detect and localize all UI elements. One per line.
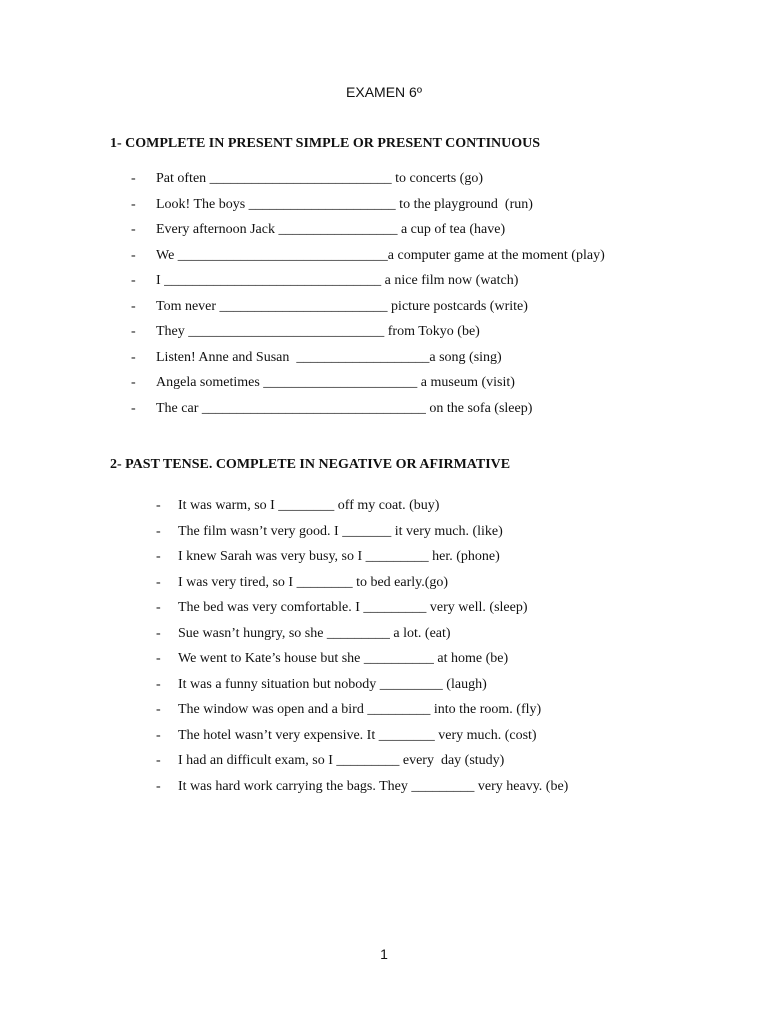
exercise-sentence: Look! The boys _____________________ to the playground (run) bbox=[156, 196, 533, 212]
exercise-sentence: Listen! Anne and Susan ___________________a song (sing) bbox=[156, 349, 502, 365]
exercise-sentence: I was very tired, so I ________ to bed early.(go) bbox=[178, 574, 449, 590]
exercise-sentence: It was hard work carrying the bags. They _________ very heavy. (be) bbox=[178, 778, 569, 794]
exercise-sentence: The car ________________________________ on the sofa (sleep) bbox=[156, 400, 533, 416]
section-2-heading: 2- PAST TENSE. COMPLETE IN NEGATIVE OR AFIRMATIVE bbox=[110, 457, 511, 472]
exercise-sentence: They ____________________________ from Tokyo (be) bbox=[156, 324, 480, 339]
exercise-sentence: Pat often __________________________ to concerts (go) bbox=[156, 171, 484, 186]
exercise-sentence: I knew Sarah was very busy, so I _________ her. (phone) bbox=[178, 549, 500, 564]
exercise-sentence: Sue wasn’t hungry, so she _________ a lot. (eat) bbox=[178, 625, 451, 641]
exercise-sentence: Every afternoon Jack _________________ a cup of tea (have) bbox=[156, 222, 506, 237]
exercise-sentence: It was warm, so I ________ off my coat. (buy) bbox=[178, 498, 440, 513]
exercise-sentence: We went to Kate’s house but she __________ at home (be) bbox=[178, 651, 509, 666]
exercise-sentence: Tom never ________________________ picture postcards (write) bbox=[156, 298, 528, 314]
exercise-sentence: I had an difficult exam, so I _________ every day (study) bbox=[178, 753, 505, 768]
exercise-sentence: The hotel wasn’t very expensive. It ________ very much. (cost) bbox=[178, 727, 537, 743]
exercise-sentence: The bed was very comfortable. I _________ very well. (sleep) bbox=[178, 600, 528, 615]
exercise-sentence: The window was open and a bird _________ into the room. (fly) bbox=[178, 702, 542, 717]
exercise-sentence: I _______________________________ a nice film now (watch) bbox=[156, 273, 519, 288]
document-title: EXAMEN 6º bbox=[346, 84, 422, 100]
exercise-sentence: We ______________________________a computer game at the moment (play) bbox=[156, 247, 605, 263]
section-1-heading: 1- COMPLETE IN PRESENT SIMPLE OR PRESENT CONTINUOUS bbox=[110, 136, 541, 151]
exercise-sentence: The film wasn’t very good. I _______ it very much. (like) bbox=[178, 523, 503, 539]
exercise-sentence: Angela sometimes ______________________ a museum (visit) bbox=[156, 375, 515, 390]
exercise-sentence: It was a funny situation but nobody _________ (laugh) bbox=[178, 676, 487, 692]
page-number: 1 bbox=[380, 946, 388, 962]
